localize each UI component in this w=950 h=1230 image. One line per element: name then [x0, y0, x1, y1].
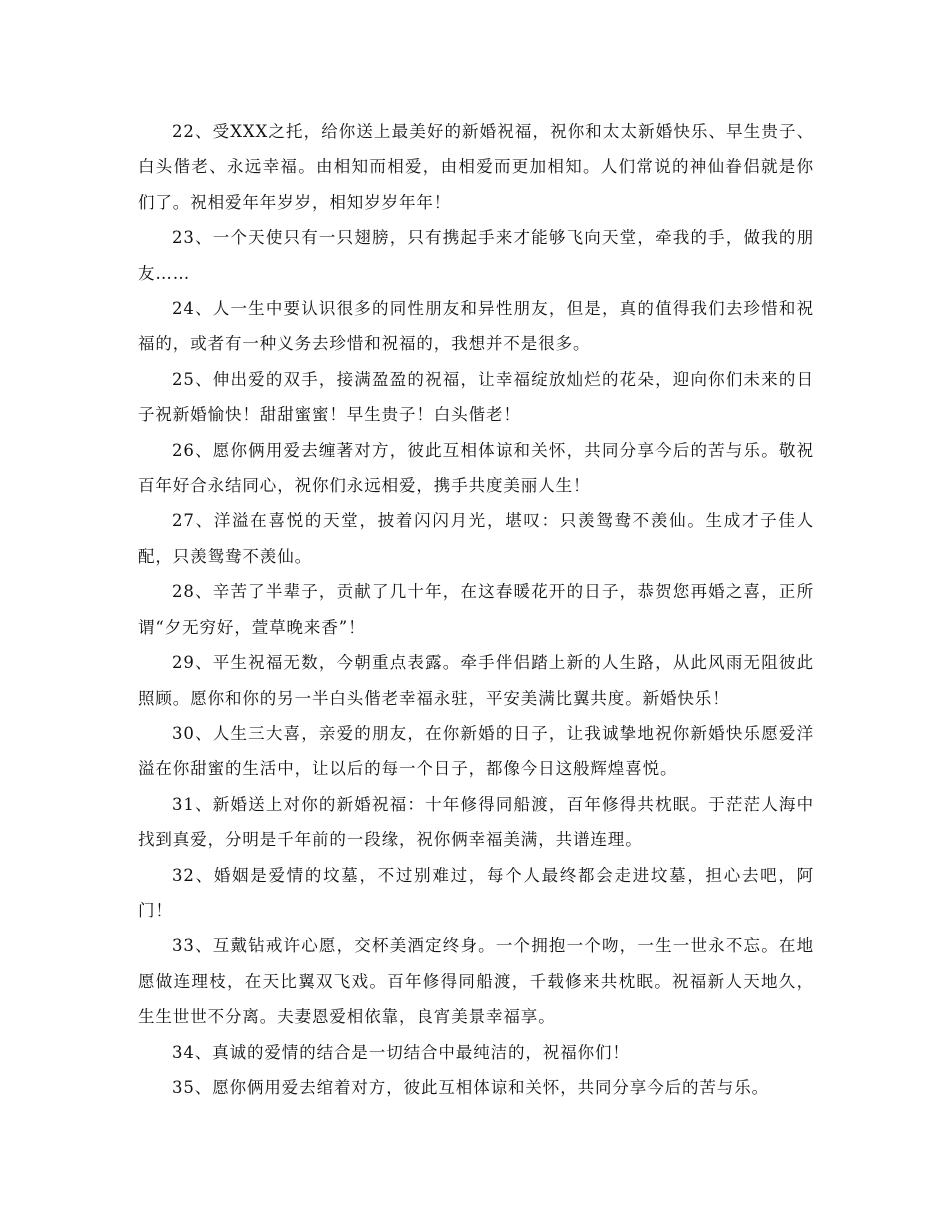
- paragraph-24: 24、人一生中要认识很多的同性朋友和异性朋友，但是，真的值得我们去珍惜和祝福的，或者有一种义务去珍惜和祝福的，我想并不是很多。: [138, 299, 814, 354]
- paragraph-22: 22、受XXX之托，给你送上最美好的新婚祝福，祝你和太太新婚快乐、早生贵子、白头偕老、永远幸福。由相知而相爱，由相爱而更加相知。人们常说的神仙眷侣就是你们了。祝相爱年年岁岁，相知岁岁年年！: [138, 122, 814, 212]
- document-body: [138, 114, 814, 1105]
- paragraph-32: 32、婚姻是爱情的坟墓，不过别难过，每个人最终都会走进坟墓，担心去吧，阿门！: [138, 865, 814, 920]
- paragraph-27: 27、洋溢在喜悦的天堂，披着闪闪月光，堪叹：只羡鸳鸯不羡仙。生成才子佳人配，只羡鸳鸯不羡仙。: [138, 511, 814, 566]
- paragraph-30: 30、人生三大喜，亲爱的朋友，在你新婚的日子，让我诚挚地祝你新婚快乐愿爱洋溢在你甜蜜的生活中，让以后的每一个日子，都像今日这般辉煌喜悦。: [138, 723, 814, 779]
- paragraph-34: 34、真诚的爱情的结合是一切结合中最纯洁的，祝福你们！: [172, 1042, 630, 1062]
- paragraph-28: 28、辛苦了半辈子，贡献了几十年，在这春暖花开的日子，恭贺您再婚之喜，正所谓“夕无穷好，萱草晚来香”！: [138, 582, 814, 637]
- paragraph-29: 29、平生祝福无数，今朝重点表露。牵手伴侣踏上新的人生路，从此风雨无阻彼此照顾。愿你和你的另一半白头偕老幸福永驻，平安美满比翼共度。新婚快乐！: [138, 653, 814, 708]
- paragraph-26: 26、愿你俩用爱去缠著对方，彼此互相体谅和关怀，共同分享今后的苦与乐。敬祝百年好合永结同心，祝你们永远相爱，携手共度美丽人生！: [138, 440, 814, 496]
- paragraph-33: 33、互戴钻戒许心愿，交杯美酒定终身。一个拥抱一个吻，一生一世永不忘。在地愿做连理枝，在天比翼双飞戏。百年修得同船渡，千载修来共枕眠。祝福新人天地久，生生世世不分离。夫妻恩爱相依靠，良宵美景幸福享。: [138, 936, 814, 1027]
- paragraph-31: 31、新婚送上对你的新婚祝福：十年修得同船渡，百年修得共枕眠。于茫茫人海中找到真爱，分明是千年前的一段缘，祝你俩幸福美满，共谱连理。: [138, 794, 814, 850]
- paragraph-23: 23、一个天使只有一只翅膀，只有携起手来才能够飞向天堂，牵我的手，做我的朋友……: [138, 228, 814, 283]
- paragraph-35: 35、愿你俩用爱去绾着对方，彼此互相体谅和关怀，共同分享今后的苦与乐。: [172, 1077, 769, 1097]
- paragraph-25: 25、伸出爱的双手，接满盈盈的祝福，让幸福绽放灿烂的花朵，迎向你们未来的日子祝新婚愉快！甜甜蜜蜜！早生贵子！白头偕老！: [138, 369, 814, 425]
